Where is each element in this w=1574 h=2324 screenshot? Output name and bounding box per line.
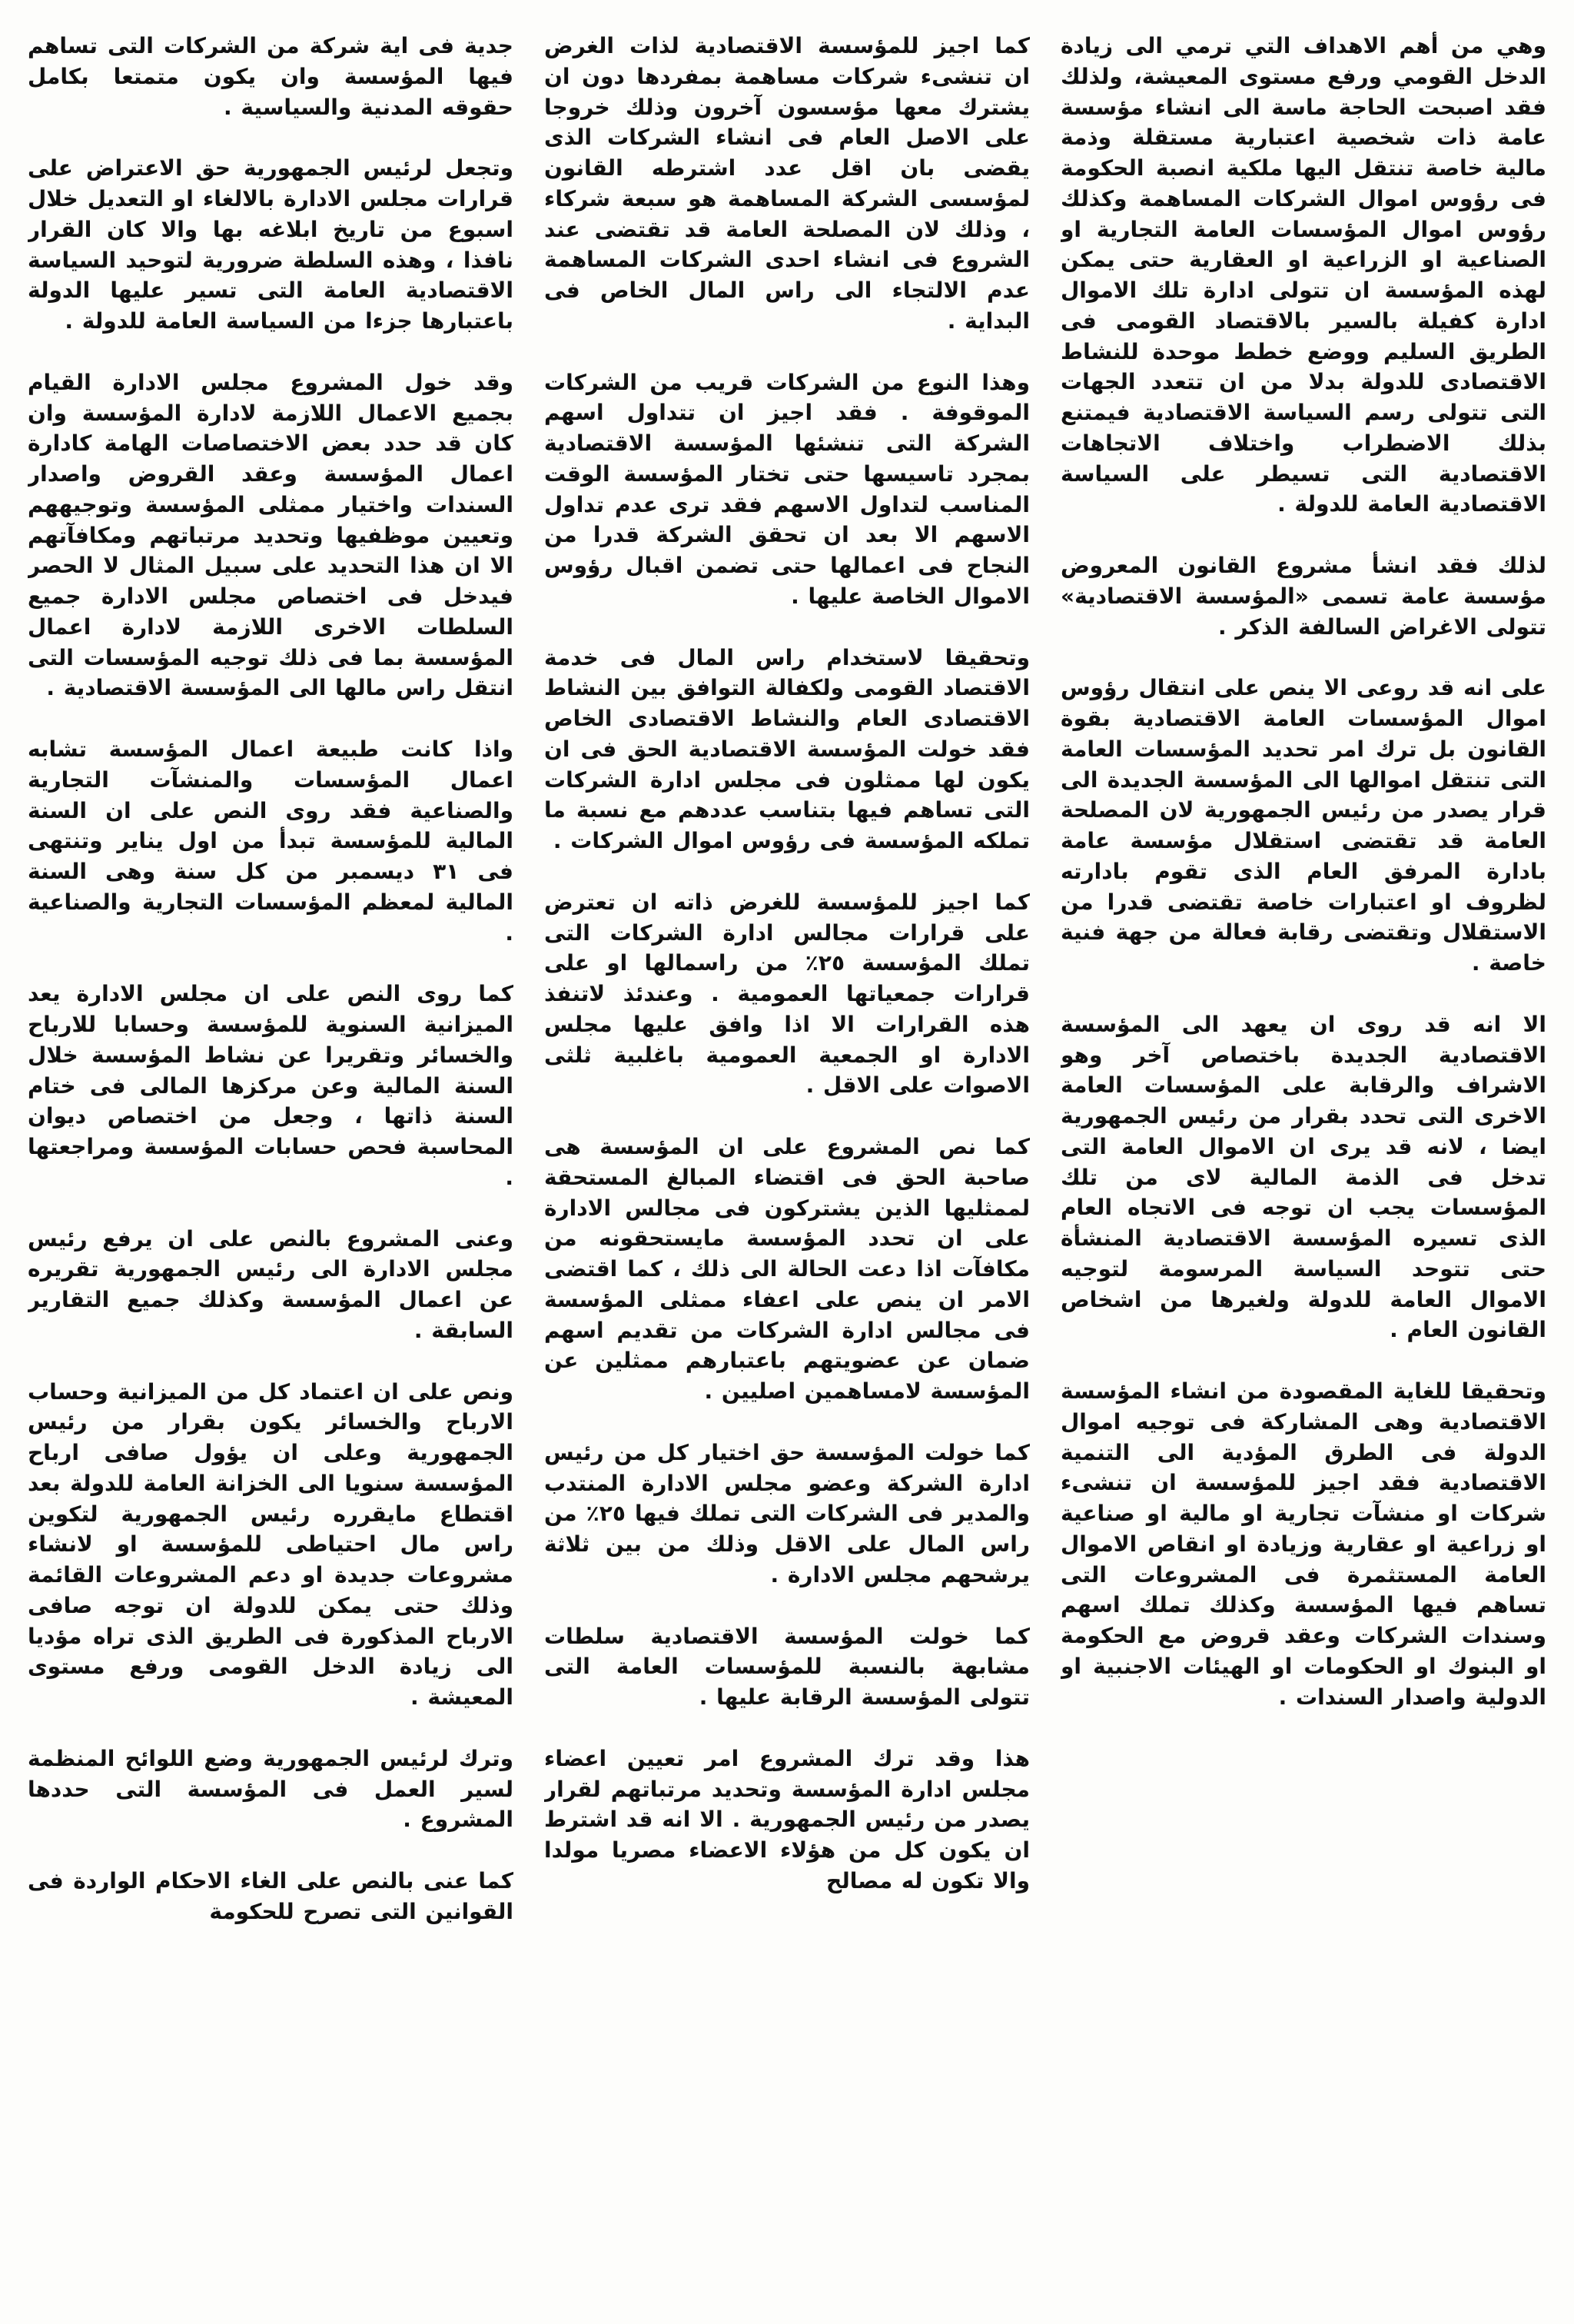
paragraph: جدية فى اية شركة من الشركات التى تساهم فيها المؤسسة وان يكون متمتعا بكامل حقوقه المدنية والسياسية . — [28, 33, 513, 120]
paragraph: وترك لرئيس الجمهورية وضع اللوائح المنظمة لسير العمل فى المؤسسة التى حددها المشروع . — [28, 1745, 513, 1833]
paragraph: وتحقيقا للغاية المقصودة من انشاء المؤسسة الاقتصادية وهى المشاركة فى توجيه اموال الدولة فى الطرق المؤدية الى التنمية الاقتصادية فقد اجيز للمؤسسة ان تنشىء شركات او منشآت تجارية او مالية او صناعية او زراعية او عقارية وزيادة او انقاص الاموال العامة المستثمرة فى المشروعات التى تساهم فيها المؤسسة وكذلك تملك اسهم وسندات الشركات وعقد قروض مع الحكومة او البنوك او الحكومات او الهيئات الاجنبية او الدولية واصدار السندات . — [1061, 1378, 1546, 1710]
paragraph: وهذا النوع من الشركات قريب من الشركات الموقوفة . فقد اجيز ان تتداول اسهم الشركة التى تنشئها المؤسسة الاقتصادية بمجرد تاسيسها حتى تختار المؤسسة الوقت المناسب لتداول الاسهم فقد ترى عدم تداول الاسهم الا بعد ان تحقق الشركة قدرا من النجاح فى اعمالها حتى تضمن اقبال رؤوس الاموال الخاصة عليها . — [544, 369, 1030, 609]
paragraph: وتحقيقا لاستخدام راس المال فى خدمة الاقتصاد القومى ولكفالة التوافق بين النشاط الاقتصادى العام والنشاط الاقتصادى الخاص فقد خولت المؤسسة الاقتصادية الحق فى ان يكون لها ممثلون فى مجلس ادارة الشركات التى تساهم فيها بتناسب عددهم مع نسبة ما تملكه المؤسسة فى رؤوس اموال الشركات . — [544, 644, 1030, 853]
paragraph: على انه قد روعى الا ينص على انتقال رؤوس اموال المؤسسات العامة الاقتصادية بقوة القانون بل ترك امر تحديد المؤسسات العامة التى تنتقل اموالها الى المؤسسة الجديدة الى قرار يصدر من رئيس الجمهورية لان المصلحة العامة قد تقتضى استقلال مؤسسة عامة بادارة المرفق العام الذى تقوم بادارته لظروف او اعتبارات خاصة تقتضى قدرا من الاستقلال وتقتضى رقابة فعالة من جهة فنية خاصة . — [1061, 675, 1546, 976]
paragraph: كما خولت المؤسسة الاقتصادية سلطات مشابهة بالنسبة للمؤسسات العامة التى تتولى المؤسسة الرقابة عليها . — [544, 1623, 1030, 1710]
paragraph: كما اجيز للمؤسسة للغرض ذاته ان تعترض على قرارات مجالس ادارة الشركات التى تملك المؤسسة ٢٥٪ من راسمالها او على قرارات جمعياتها العمومية . وعندئذ لاتنفذ هذه القرارات الا اذا وافق عليها مجلس الادارة او الجمعية العمومية باغلبية ثلثى الاصوات على الاقل . — [544, 889, 1030, 1099]
paragraph: وقد خول المشروع مجلس الادارة القيام بجميع الاعمال اللازمة لادارة المؤسسة وان كان قد حدد بعض الاختصاصات الهامة كادارة اعمال المؤسسة وعقد القروض واصدار السندات واختيار ممثلى المؤسسة وتوجيههم وتعيين موظفيها وتحديد مرتباتهم ومكافآتهم الا ان هذا التحديد على سبيل المثال لا الحصر فيدخل فى اختصاص مجلس الادارة جميع السلطات الاخرى اللازمة لادارة اعمال المؤسسة بما فى ذلك توجيه المؤسسات التى انتقل راس مالها الى المؤسسة الاقتصادية . — [28, 369, 513, 701]
paragraph: وعنى المشروع بالنص على ان يرفع رئيس مجلس الادارة الى رئيس الجمهورية تقريره عن اعمال المؤسسة وكذلك جميع التقارير السابقة . — [28, 1225, 513, 1343]
paragraph: كما نص المشروع على ان المؤسسة هى صاحبة الحق فى اقتضاء المبالغ المستحقة لممثليها الذين يشتركون فى مجالس الادارة على ان تحدد المؤسسة مايستحقونه من مكافآت اذا دعت الحالة الى ذلك ، كما اقتضى الامر ان ينص على اعفاء ممثلى المؤسسة فى مجالس ادارة الشركات من تقديم اسهم ضمان عن عضويتهم باعتبارهم ممثلين عن المؤسسة لامساهمين اصليين . — [544, 1134, 1030, 1404]
paragraph: لذلك فقد انشأ مشروع القانون المعروض مؤسسة عامة تسمى «المؤسسة الاقتصادية» تتولى الاغراض السالفة الذكر . — [1061, 553, 1546, 640]
paragraph: ونص على ان اعتماد كل من الميزانية وحساب الارباح والخسائر يكون بقرار من رئيس الجمهورية وعلى ان يؤول صافى ارباح المؤسسة سنويا الى الخزانة العامة للدولة بعد اقتطاع مايقرره رئيس الجمهورية لتكوين راس مال احتياطى للمؤسسة او لانشاء مشروعات جديدة او دعم المشروعات القائمة وذلك حتى يمكن للدولة ان توجه صافى الارباح المذكورة فى الطريق الذى تراه مؤديا الى زيادة الدخل القومى ورفع مستوى المعيشة . — [28, 1378, 513, 1710]
paragraph: كما اجيز للمؤسسة الاقتصادية لذات الغرض ان تنشىء شركات مساهمة بمفردها دون ان يشترك معها مؤسسون آخرون وذلك خروجا على الاصل العام فى انشاء الشركات الذى يقضى بان اقل عدد اشترطه القانون لمؤسسى الشركة المساهمة هو سبعة شركاء ، وذلك لان المصلحة العامة قد تقتضى عند الشروع فى انشاء احدى الشركات المساهمة عدم الالتجاء الى راس المال الخاص فى البداية . — [544, 33, 1030, 334]
paragraph: واذا كانت طبيعة اعمال المؤسسة تشابه اعمال المؤسسات والمنشآت التجارية والصناعية فقد روى النص على ان السنة المالية للمؤسسة تبدأ من اول يناير وتنتهى فى ٣١ ديسمبر من كل سنة وهى السنة المالية لمعظم المؤسسات التجارية والصناعية . — [28, 736, 513, 946]
text-column-left — [28, 31, 513, 2299]
paragraph: كما خولت المؤسسة حق اختيار كل من رئيس ادارة الشركة وعضو مجلس الادارة المنتدب والمدير فى الشركات التى تملك فيها ٢٥٪ من راس المال على الاقل وذلك من بين ثلاثة يرشحهم مجلس الادارة . — [544, 1439, 1030, 1588]
paragraph: الا انه قد روى ان يعهد الى المؤسسة الاقتصادية الجديدة باختصاص آخر وهو الاشراف والرقابة على المؤسسات العامة الاخرى التى تحدد بقرار من رئيس الجمهورية ايضا ، لانه قد يرى ان الاموال العامة التى تدخل فى الذمة المالية لاى من تلك المؤسسات يجب ان توجه فى الاتجاه العام الذى تسيره المؤسسة الاقتصادية المنشأة حتى تتوحد السياسة المرسومة لتوجيه الاموال العامة للدولة ولغيرها من اشخاص القانون العام . — [1061, 1011, 1546, 1343]
text-column-right — [1061, 31, 1546, 2299]
paragraph: كما روى النص على ان مجلس الادارة يعد الميزانية السنوية للمؤسسة وحسابا للارباح والخسائر وتقريرا عن نشاط المؤسسة خلال السنة المالية وعن مركزها المالى فى ختام السنة ذاتها ، وجعل من اختصاص ديوان المحاسبة فحص حسابات المؤسسة ومراجعتها . — [28, 981, 513, 1190]
text-column-middle — [544, 31, 1030, 2299]
paragraph: كما عنى بالنص على الغاء الاحكام الواردة فى القوانين التى تصرح للحكومة — [28, 1868, 513, 1924]
paragraph: وهي من أهم الاهداف التي ترمي الى زيادة الدخل القومي ورفع مستوى المعيشة، ولذلك فقد اصبحت الحاجة ماسة الى انشاء مؤسسة عامة ذات شخصية اعتبارية مستقلة وذمة مالية خاصة تنتقل اليها ملكية انصبة الحكومة فى رؤوس اموال الشركات المساهمة وكذلك رؤوس اموال المؤسسات العامة التجارية او الصناعية او الزراعية او العقارية حتى يمكن لهذه المؤسسة ان تتولى ادارة تلك الاموال ادارة كفيلة بالسير بالاقتصاد القومى فى الطريق السليم ووضع خطط موحدة للنشاط الاقتصادى للدولة بدلا من ان تتعدد الجهات التى تتولى رسم السياسة الاقتصادية فيمتنع بذلك الاضطراب واختلاف الاتجاهات الاقتصادية التى تسيطر على السياسة الاقتصادية العامة للدولة . — [1061, 33, 1546, 517]
paragraph: وتجعل لرئيس الجمهورية حق الاعتراض على قرارات مجلس الادارة بالالغاء او التعديل خلال اسبوع من تاريخ ابلاغه بها والا كان القرار نافذا ، وهذه السلطة ضرورية لتوحيد السياسة الاقتصادية العامة التى تسير عليها الدولة باعتبارها جزءا من السياسة العامة للدولة . — [28, 155, 513, 334]
paragraph: هذا وقد ترك المشروع امر تعيين اعضاء مجلس ادارة المؤسسة وتحديد مرتباتهم لقرار يصدر من رئيس الجمهورية . الا انه قد اشترط ان يكون كل من هؤلاء الاعضاء مصريا مولدا والا تكون له مصالح — [544, 1745, 1030, 1893]
